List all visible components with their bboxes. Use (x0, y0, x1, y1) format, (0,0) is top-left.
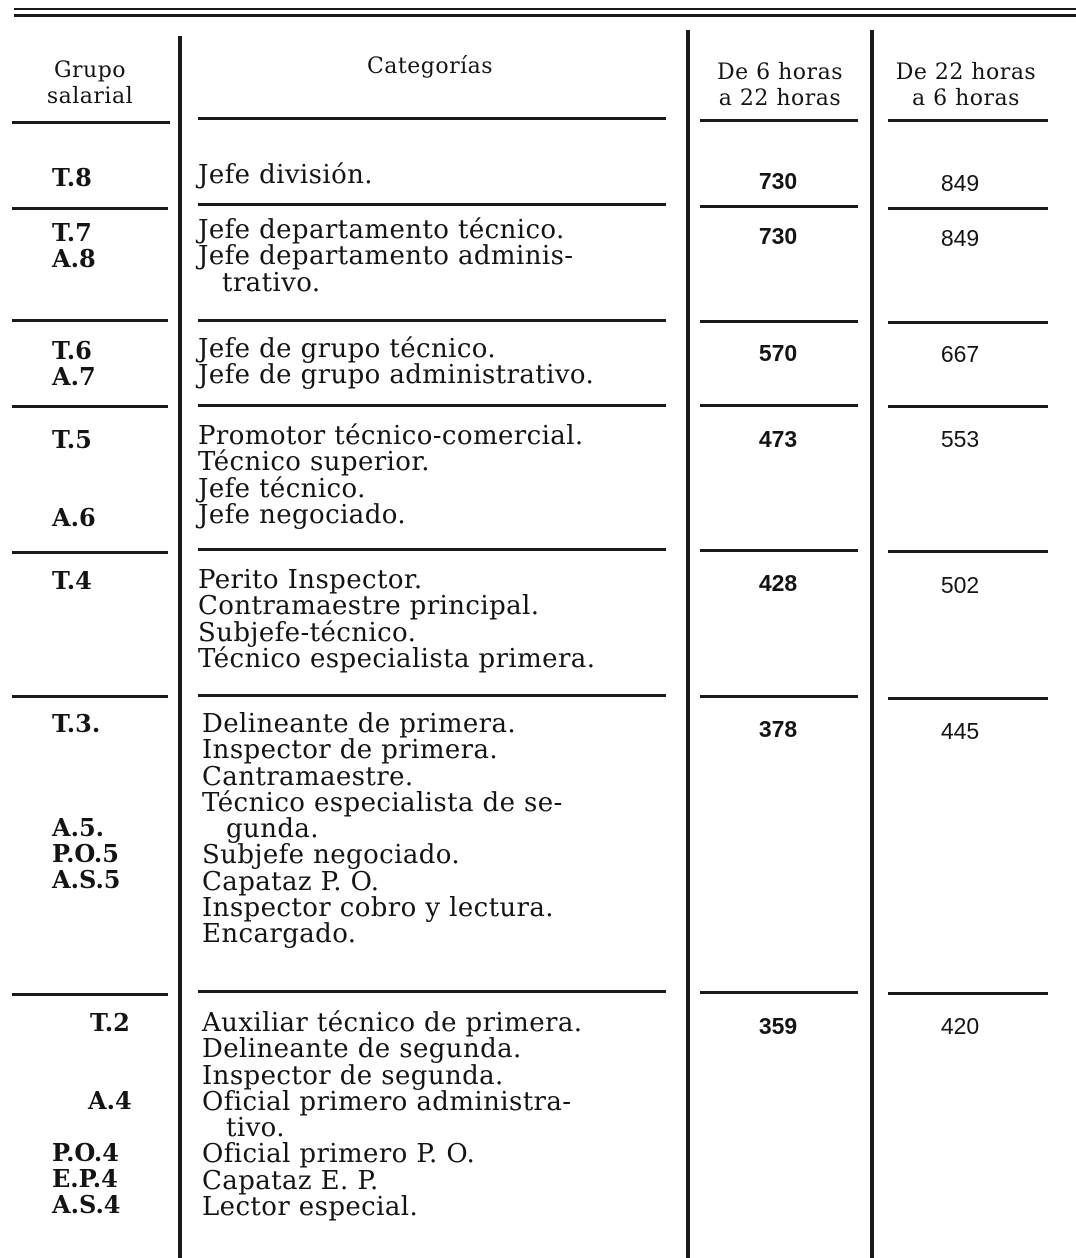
row-codes (52, 165, 92, 191)
category-line: Cantramaestre. (202, 761, 414, 792)
category-line: Jefe división. (198, 160, 373, 190)
row-rule (700, 695, 858, 698)
category-line: Oficial primero administra- (202, 1086, 572, 1117)
group-code (52, 1036, 132, 1062)
value-dia: 570 (758, 340, 798, 366)
category-line: Técnico especialista primera. (198, 643, 596, 674)
row-rule (198, 319, 666, 322)
row-codes (52, 1010, 132, 1218)
group-code: P.O.5 (52, 839, 119, 868)
category-line: Delineante de segunda. (202, 1034, 522, 1065)
header-noche-line1: De 22 horas (895, 60, 1037, 85)
row-categories (198, 162, 678, 188)
header-grupo-line1: Grupo (53, 58, 127, 83)
group-code: T.5 (52, 425, 92, 454)
category-line: Técnico especialista de se- (202, 787, 563, 818)
group-code (52, 1114, 132, 1140)
row-rule (12, 207, 168, 210)
row-codes (52, 220, 96, 272)
header-dia (692, 60, 868, 112)
row-rule (888, 405, 1048, 408)
header-categorias-label: Categorías (366, 54, 494, 79)
group-code: T.2 (90, 1008, 130, 1037)
row-rule (700, 549, 858, 552)
group-code: T.8 (52, 163, 92, 192)
top-rule (14, 8, 1076, 10)
row-codes (52, 711, 121, 893)
category-line: Jefe técnico. (198, 473, 366, 504)
row-rule (700, 205, 858, 208)
category-line: trativo. (222, 267, 321, 298)
value-dia: 730 (758, 168, 798, 194)
row-rule (888, 321, 1048, 324)
category-line: Capataz P. O. (202, 866, 380, 897)
row-codes (52, 338, 96, 390)
group-code: T.3. (52, 709, 101, 738)
row-rule (888, 550, 1048, 553)
header-dia-line1: De 6 horas (717, 60, 843, 85)
row-rule (198, 990, 666, 993)
value-noche: 445 (940, 718, 980, 744)
category-line: tivo. (226, 1113, 285, 1144)
header-categorias (200, 54, 660, 80)
header-rule-categorias (198, 117, 666, 120)
header-dia-line2: a 22 horas (718, 86, 842, 111)
category-line: Capataz E. P. (202, 1165, 379, 1196)
value-noche: 849 (940, 225, 980, 251)
row-categories (198, 217, 678, 296)
value-noche: 667 (940, 341, 980, 367)
row-rule (12, 319, 168, 322)
category-line: gunda. (226, 814, 319, 845)
row-categories (198, 423, 678, 528)
group-code (52, 789, 121, 815)
category-line: Perito Inspector. (198, 565, 423, 595)
row-categories (198, 336, 678, 389)
category-line: Jefe departamento técnico. (198, 215, 565, 245)
row-rule (198, 694, 666, 697)
category-line: Técnico superior. (198, 447, 430, 478)
row-rule (198, 548, 666, 551)
category-line: Promotor técnico-comercial. (198, 421, 584, 451)
row-rule (198, 203, 666, 206)
group-code: A.7 (52, 362, 96, 391)
row-rule (700, 991, 858, 994)
category-line: Oficial primero P. O. (202, 1139, 476, 1170)
header-rule-noche (888, 119, 1048, 122)
category-line: Inspector de segunda. (202, 1060, 504, 1091)
value-noche: 502 (940, 572, 980, 598)
category-line: Inspector de primera. (202, 735, 499, 766)
top-rule-thick (14, 14, 1076, 17)
value-noche: 553 (940, 426, 980, 452)
header-noche-line2: a 6 horas (912, 86, 1020, 111)
group-code: T.6 (52, 336, 92, 365)
group-code (52, 479, 96, 505)
group-code: A.5. (52, 813, 105, 842)
group-code (52, 737, 121, 763)
category-line: Inspector cobro y lectura. (202, 893, 554, 924)
column-separator-2 (686, 30, 690, 1258)
column-separator-1 (178, 36, 182, 1258)
group-code: A.4 (88, 1086, 132, 1115)
group-code: A.S.4 (52, 1190, 121, 1219)
group-code: E.P.4 (52, 1164, 118, 1193)
row-categories (202, 711, 682, 948)
row-rule (888, 697, 1048, 700)
category-line: Subjefe-técnico. (198, 617, 417, 648)
group-code: T.4 (52, 566, 92, 595)
header-rule-dia (700, 119, 858, 122)
value-noche: 420 (940, 1013, 980, 1039)
row-categories (198, 567, 678, 672)
value-dia: 730 (758, 223, 798, 249)
header-grupo-line2: salarial (46, 84, 134, 109)
row-rule (12, 695, 168, 698)
group-code (52, 763, 121, 789)
row-rule (888, 992, 1048, 995)
group-code (52, 453, 96, 479)
category-line: Subjefe negociado. (202, 840, 461, 871)
row-codes (52, 427, 96, 531)
group-code: A.8 (52, 244, 96, 273)
category-line: Jefe de grupo administrativo. (198, 360, 595, 391)
row-codes (52, 568, 92, 594)
category-line: Contramaestre principal. (198, 591, 540, 622)
group-code: A.S.5 (52, 865, 121, 894)
value-dia: 473 (758, 426, 798, 452)
category-line: Encargado. (202, 919, 357, 950)
row-rule (888, 207, 1048, 210)
group-code: P.O.4 (52, 1138, 119, 1167)
value-noche: 849 (940, 170, 980, 196)
row-categories (202, 1008, 682, 1223)
value-dia: 428 (758, 570, 798, 596)
category-line: Auxiliar técnico de primera. (202, 1008, 583, 1038)
header-rule-grupo (12, 121, 170, 124)
group-code (52, 1062, 132, 1088)
value-dia: 359 (758, 1013, 798, 1039)
category-line: Jefe departamento adminis- (198, 241, 574, 272)
row-rule (198, 404, 666, 407)
column-separator-3 (870, 30, 874, 1258)
row-rule (12, 993, 168, 996)
header-noche (876, 60, 1056, 112)
row-rule (700, 404, 858, 407)
category-line: Jefe negociado. (198, 499, 406, 530)
row-rule (12, 405, 168, 408)
category-line: Delineante de primera. (202, 709, 517, 739)
header-grupo-salarial (20, 58, 160, 110)
value-dia: 378 (758, 716, 798, 742)
group-code: T.7 (52, 218, 92, 247)
category-line: Jefe de grupo técnico. (198, 334, 497, 364)
row-rule (700, 320, 858, 323)
category-line: Lector especial. (202, 1192, 419, 1223)
group-code: A.6 (52, 503, 96, 532)
row-rule (12, 551, 168, 554)
